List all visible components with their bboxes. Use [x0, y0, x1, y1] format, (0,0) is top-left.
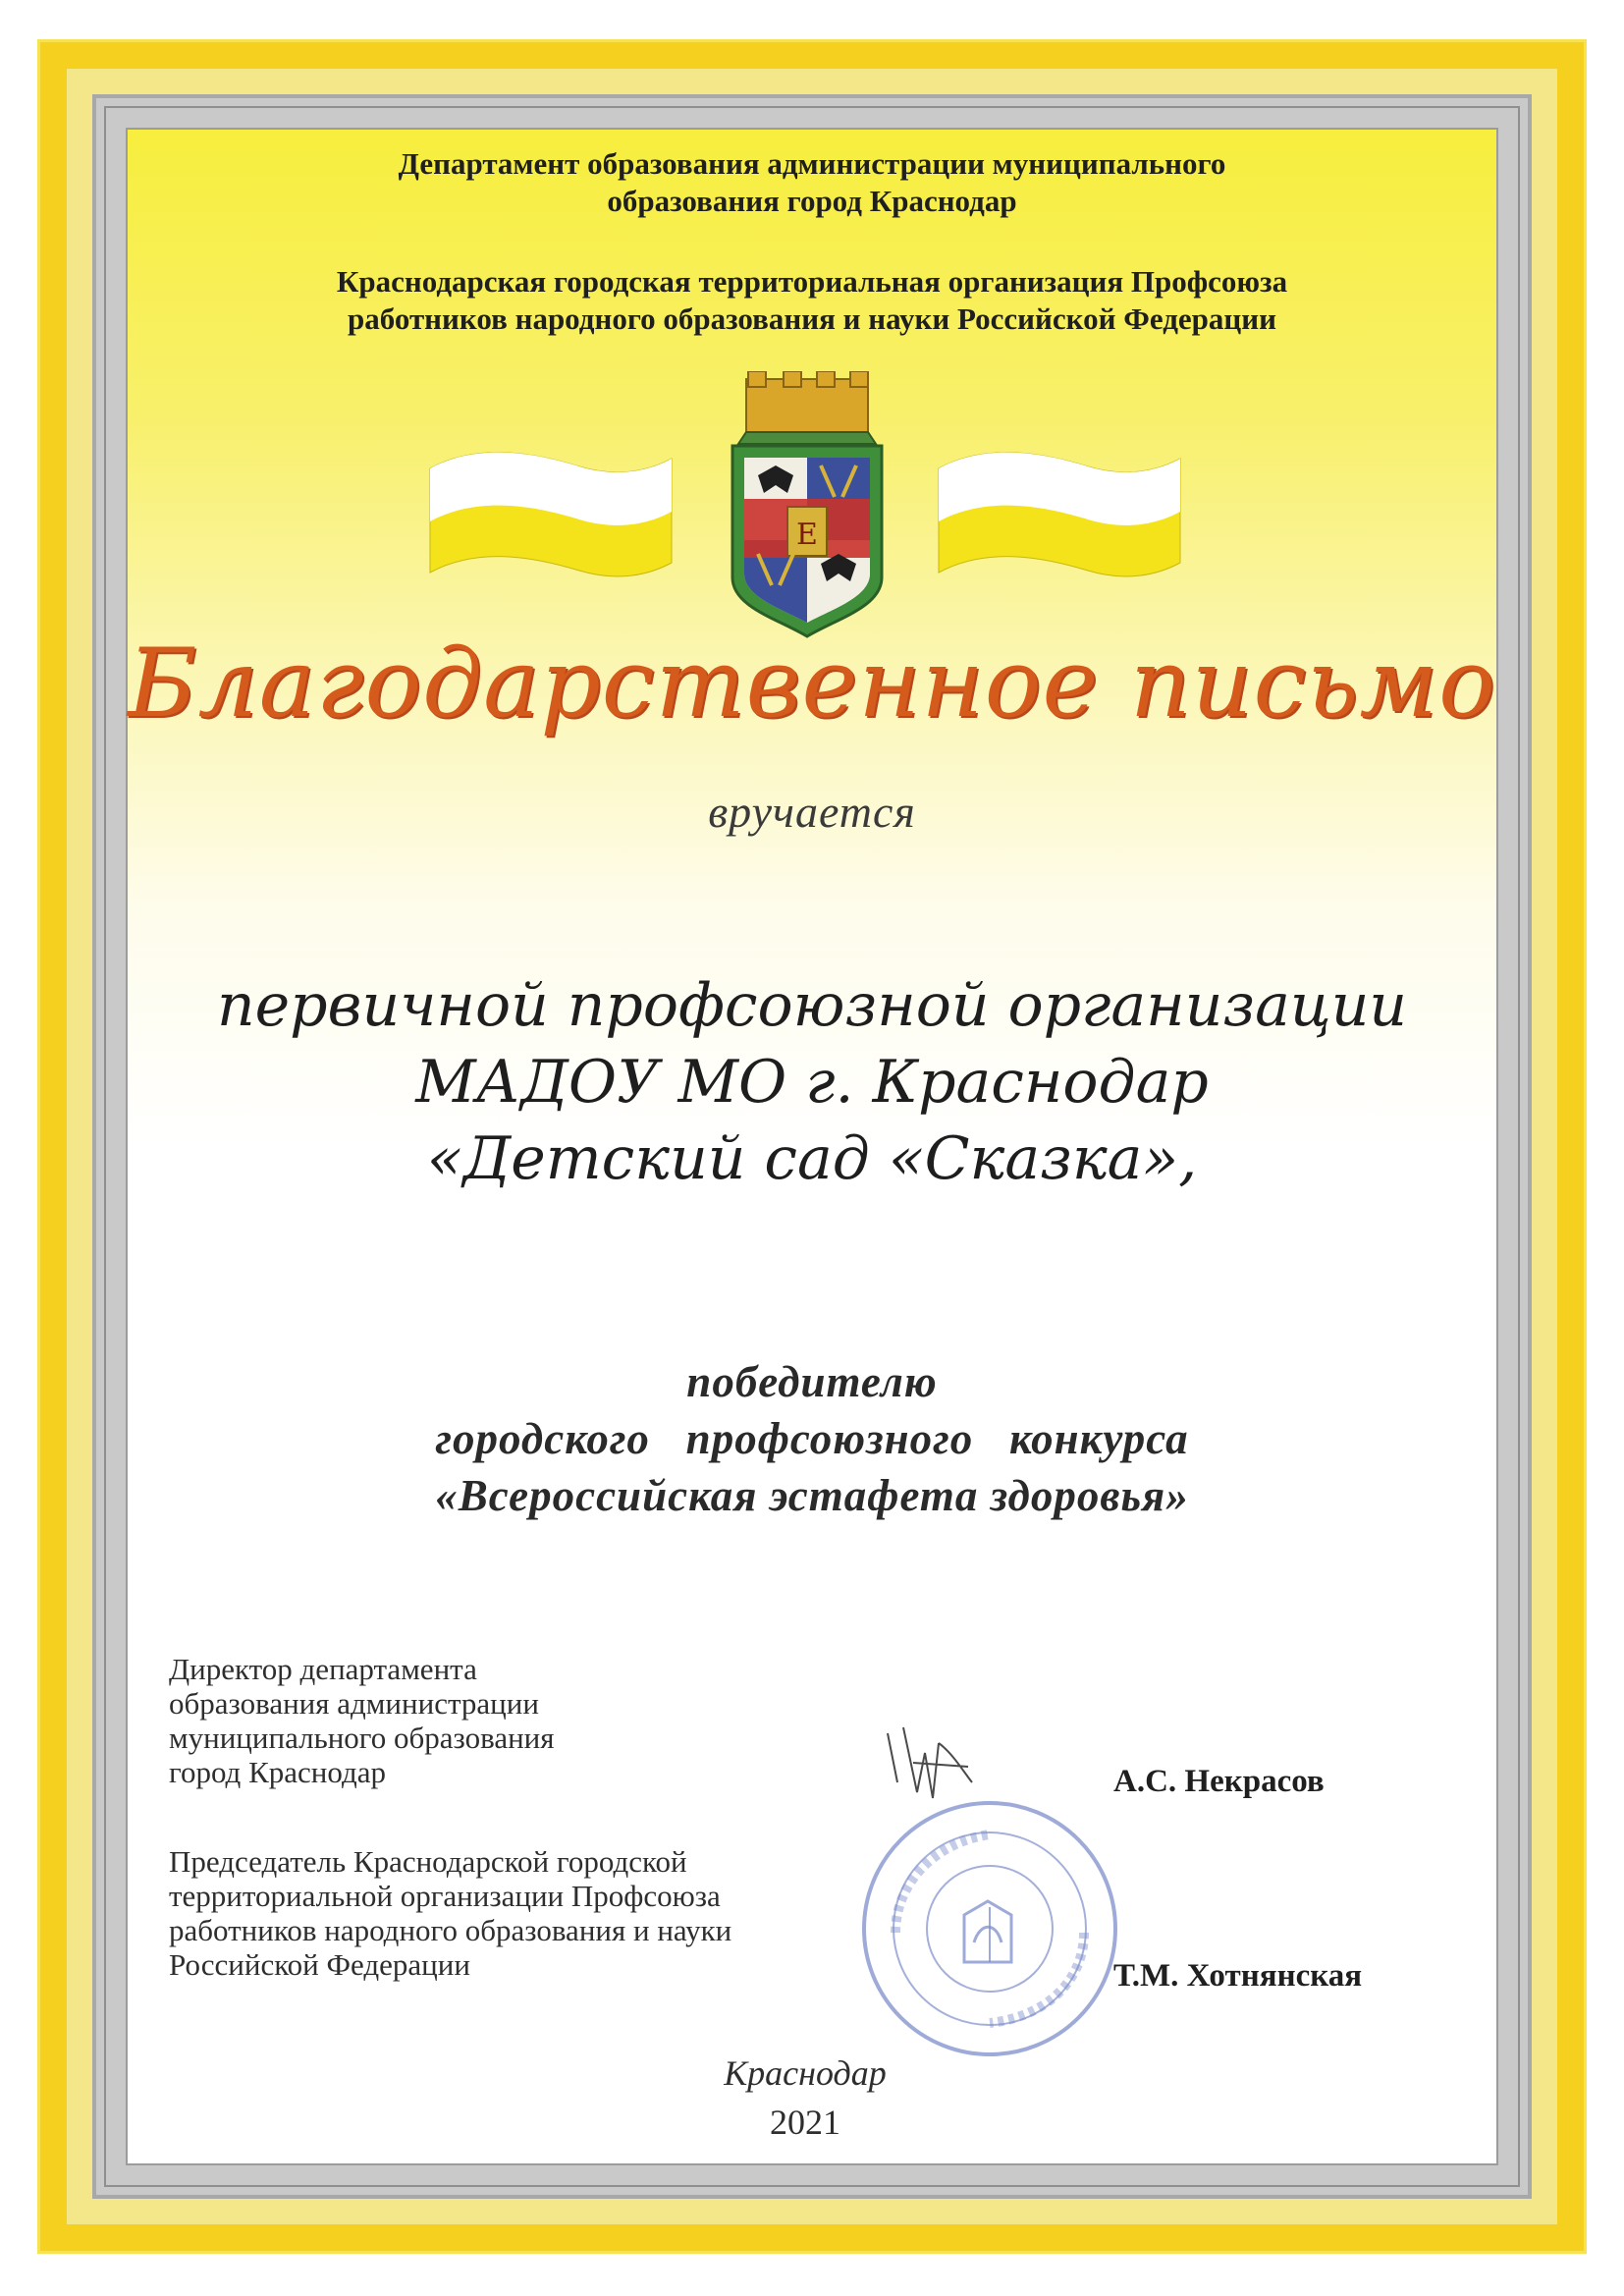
- union-stamp-icon: [856, 1795, 1123, 2062]
- document-title: Благодарственное письмо: [128, 629, 1496, 738]
- signatory-1-name: А.С. Некрасов: [1113, 1764, 1325, 1799]
- recipient: первичной профсоюзной организации МАДОУ МО г. Краснодар «Детский сад «Сказка»,: [216, 971, 1407, 1193]
- signatory-2-name: Т.М. Хотнянская: [1113, 1958, 1363, 1994]
- coat-of-arms-icon: [719, 371, 895, 638]
- issue-city: Краснодар: [724, 2053, 887, 2093]
- svg-text:Е: Е: [796, 518, 818, 552]
- award-reason: победителю городского профсоюзного конкурса «Всероссийская эстафета здоровья»: [435, 1357, 1189, 1520]
- issue-year: 2021: [770, 2103, 840, 2142]
- signatory-1-position: Директор департамента образования администрации муниципального образования город Краснодар: [169, 1652, 555, 1789]
- left-flag-icon: [422, 447, 679, 579]
- issuer-department: Департамент образования администрации муниципального образования город Краснодар: [398, 146, 1226, 218]
- issuer-union: Краснодарская городская территориальная организация Профсоюза работников народного образования и науки Российской Федерации: [336, 264, 1288, 336]
- signatory-2-position: Председатель Краснодарской городской территориальной организации Профсоюза работников народного образования и науки Российской Федерации: [169, 1844, 732, 1982]
- right-flag-icon: [931, 447, 1188, 579]
- awarded-text: вручается: [708, 787, 916, 837]
